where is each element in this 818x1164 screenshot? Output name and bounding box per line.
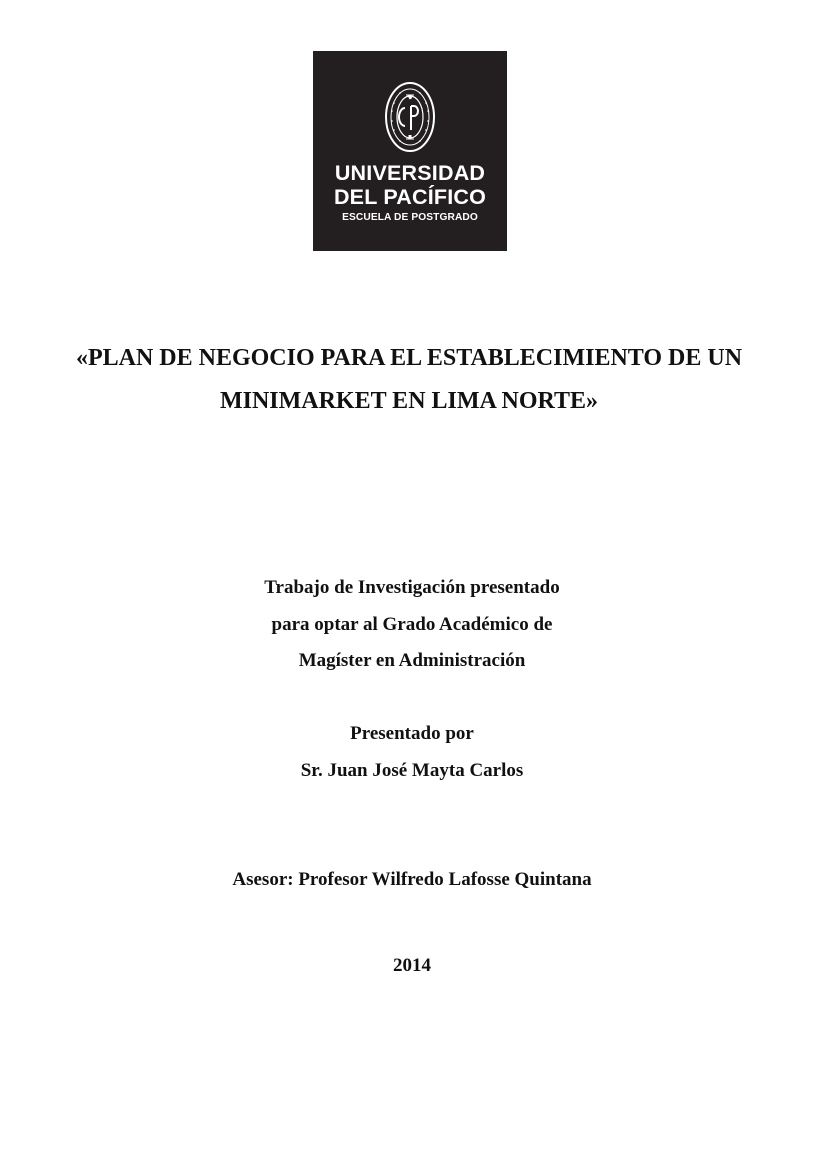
degree-purpose-line3: Magíster en Administración <box>298 650 526 671</box>
university-seal-icon <box>384 81 436 153</box>
logo-school-name: ESCUELA DE POSTGRADO <box>342 212 478 223</box>
document-title-line2: MINIMARKET EN LIMA NORTE» <box>219 388 599 414</box>
degree-purpose-line2: para optar al Grado Académico de <box>271 614 553 635</box>
author-name: Sr. Juan José Mayta Carlos <box>300 760 524 781</box>
degree-purpose-line1: Trabajo de Investigación presentado <box>264 577 560 598</box>
logo-wordmark-line2: DEL PACÍFICO <box>333 185 487 209</box>
logo-wordmark-line1: UNIVERSIDAD <box>334 161 486 185</box>
university-logo <box>313 51 507 251</box>
document-title-line1: «PLAN DE NEGOCIO PARA EL ESTABLECIMIENTO DE UN <box>75 345 743 371</box>
year: 2014 <box>393 955 431 976</box>
advisor-line: Asesor: Profesor Wilfredo Lafosse Quintana <box>232 869 592 890</box>
presented-by-label: Presentado por <box>350 723 474 744</box>
